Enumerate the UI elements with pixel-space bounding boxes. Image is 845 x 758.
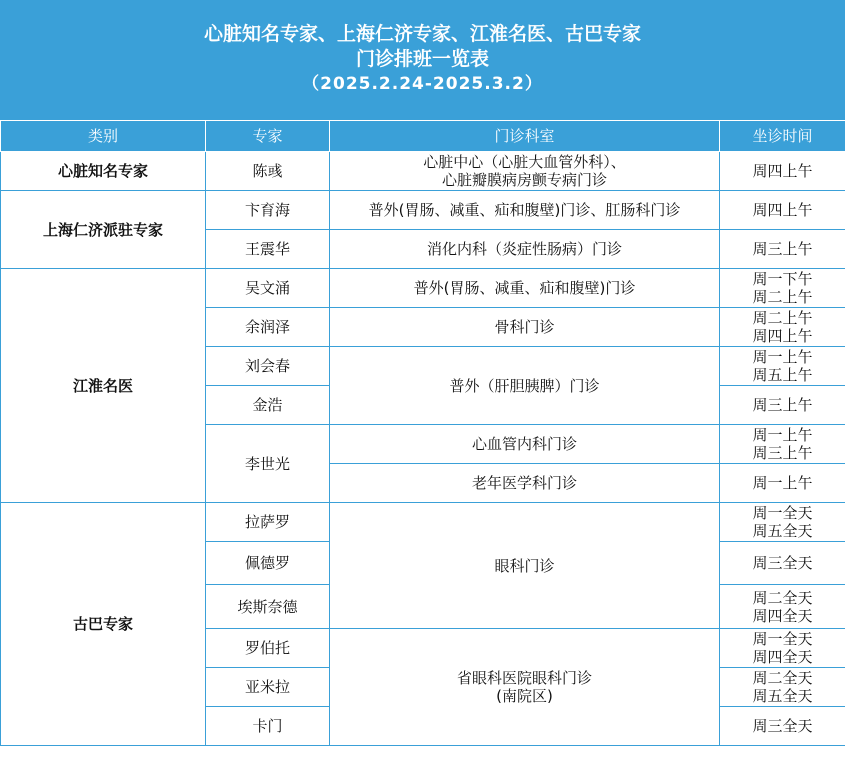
- time-cell: [720, 308, 845, 347]
- time-cell: [720, 347, 845, 386]
- department-line: 心脏中心（心脏大血管外科）、: [423, 153, 626, 171]
- time-cell: 周四上午: [720, 191, 845, 230]
- department-line: (南院区): [496, 687, 553, 705]
- time-cell: [720, 269, 845, 308]
- expert-cell: 佩德罗: [206, 542, 330, 585]
- time-cell: 周一上午: [720, 464, 845, 503]
- table-header-row: [1, 121, 845, 152]
- time-cell: [720, 503, 845, 542]
- department-cell: 普外(胃肠、减重、疝和腹壁)门诊: [330, 269, 720, 308]
- time-cell: 周三上午: [720, 386, 845, 425]
- time-line: 周五全天: [752, 522, 813, 540]
- department-cell: 消化内科（炎症性肠病）门诊: [330, 230, 720, 269]
- expert-cell: 罗伯托: [206, 629, 330, 668]
- department-cell: 老年医学科门诊: [330, 464, 720, 503]
- time-cell: [720, 425, 845, 464]
- department-cell: 心血管内科门诊: [330, 425, 720, 464]
- department-cell: 骨科门诊: [330, 308, 720, 347]
- category-cell: 心脏知名专家: [1, 152, 206, 191]
- time-line: 周一全天: [752, 504, 813, 522]
- table-row: [1, 191, 845, 230]
- department-line: 心脏瓣膜病房颤专病门诊: [441, 171, 607, 189]
- time-cell: [720, 629, 845, 668]
- col-header-category: 类别: [1, 121, 206, 152]
- time-cell: 周四上午: [720, 152, 845, 191]
- category-cell: 古巴专家: [1, 503, 206, 746]
- time-line: 周二上午: [752, 309, 813, 327]
- expert-cell: 卡门: [206, 707, 330, 746]
- time-cell: 周三全天: [720, 542, 845, 585]
- department-cell: 普外(胃肠、减重、疝和腹壁)门诊、肛肠科门诊: [330, 191, 720, 230]
- time-line: 周一全天: [752, 630, 813, 648]
- expert-cell: 王震华: [206, 230, 330, 269]
- category-cell: 上海仁济派驻专家: [1, 191, 206, 269]
- col-header-department: 门诊科室: [330, 121, 720, 152]
- expert-cell: 埃斯奈德: [206, 585, 330, 629]
- schedule-table: [0, 120, 845, 746]
- time-line: 周四全天: [752, 606, 813, 625]
- time-cell: 周三全天: [720, 707, 845, 746]
- time-line: 周三上午: [752, 444, 813, 462]
- department-cell: 普外（肝胆胰脾）门诊: [330, 347, 720, 425]
- expert-cell: 卞育海: [206, 191, 330, 230]
- expert-cell: 吴文涌: [206, 269, 330, 308]
- category-cell: 江淮名医: [1, 269, 206, 503]
- time-line: 周二全天: [752, 669, 813, 687]
- time-cell: [720, 668, 845, 707]
- time-line: 周一下午: [752, 270, 813, 288]
- time-line: 周二全天: [752, 588, 813, 607]
- time-cell: [720, 585, 845, 629]
- table-row: [1, 503, 845, 542]
- time-line: 周一上午: [752, 426, 813, 444]
- department-cell: [330, 629, 720, 746]
- table-row: [1, 152, 845, 191]
- department-cell: [330, 152, 720, 191]
- time-line: 周四上午: [752, 327, 813, 345]
- expert-cell: 金浩: [206, 386, 330, 425]
- time-cell: 周三上午: [720, 230, 845, 269]
- time-line: 周四全天: [752, 648, 813, 666]
- time-line: 周二上午: [752, 288, 813, 306]
- col-header-expert: 专家: [206, 121, 330, 152]
- expert-cell: 陈彧: [206, 152, 330, 191]
- col-header-time: 坐诊时间: [720, 121, 845, 152]
- page-header: [0, 0, 845, 120]
- title-line-2: 门诊排班一览表: [355, 48, 489, 70]
- time-line: 周五上午: [752, 366, 813, 384]
- department-cell: 眼科门诊: [330, 503, 720, 629]
- time-line: 周一上午: [752, 348, 813, 366]
- expert-cell: 李世光: [206, 425, 330, 503]
- expert-cell: 刘会春: [206, 347, 330, 386]
- expert-cell: 亚米拉: [206, 668, 330, 707]
- department-line: 省眼科医院眼科门诊: [456, 669, 592, 687]
- time-line: 周五全天: [752, 687, 813, 705]
- expert-cell: 余润泽: [206, 308, 330, 347]
- title-line-1: 心脏知名专家、上海仁济专家、江淮名医、古巴专家: [203, 23, 641, 45]
- table-row: [1, 269, 845, 308]
- expert-cell: 拉萨罗: [206, 503, 330, 542]
- date-range: （2025.2.24-2025.3.2）: [302, 74, 543, 94]
